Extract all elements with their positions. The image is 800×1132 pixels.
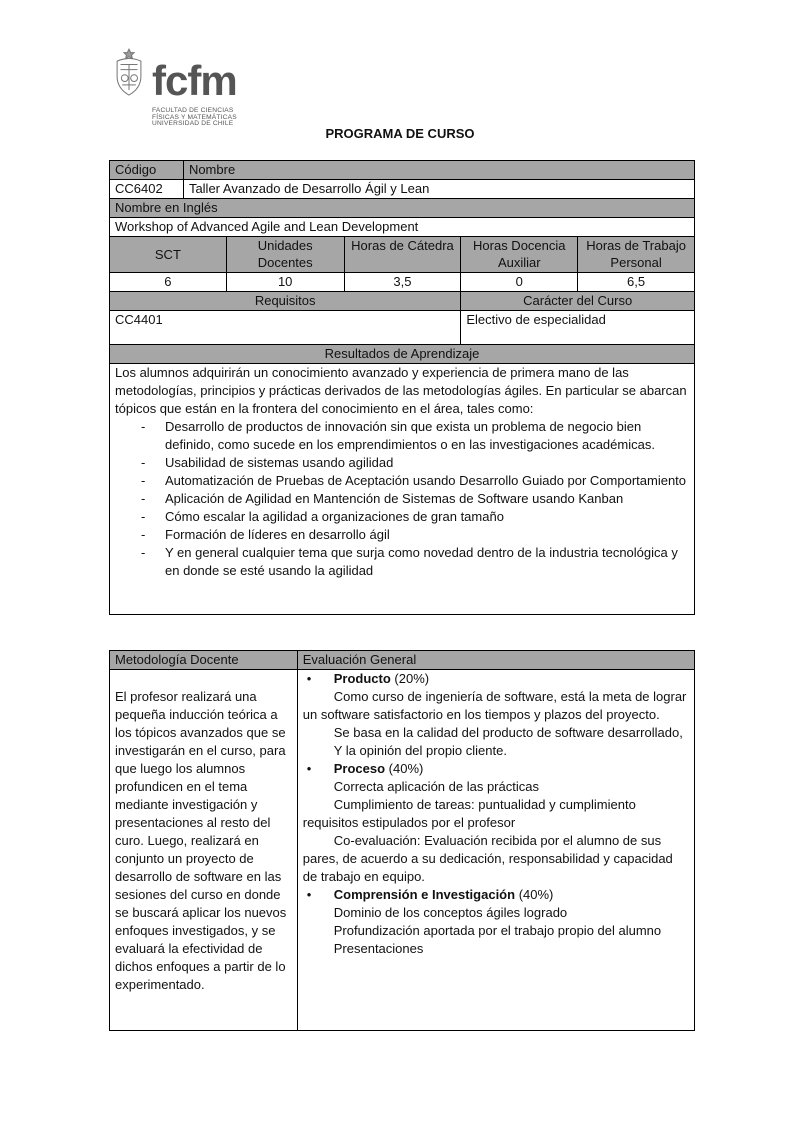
list-item: - Cómo escalar la agilidad a organizaciones de gran tamaño <box>165 508 689 526</box>
faculty-logo-subtitle: FACULTAD DE CIENCIAS FÍSICAS Y MATEMÁTICAS UNIVERSIDAD DE CHILE <box>152 107 237 128</box>
list-item: - Aplicación de Agilidad en Mantención de Sistemas de Software usando Kanban <box>165 490 689 508</box>
horas-catedra-value: 3,5 <box>344 273 461 292</box>
english-name: Workshop of Advanced Agile and Lean Development <box>110 218 695 237</box>
list-item: - Automatización de Pruebas de Aceptación usando Desarrollo Guiado por Comportamiento <box>165 472 689 490</box>
unidades-value: 10 <box>226 273 344 292</box>
producto-line-3: Y la opinión del propio cliente. <box>333 743 507 758</box>
list-item: - Desarrollo de productos de innovación sin que exista un problema de negocio bien definido, como sucede en los emprendimientos o en las investigaciones académicas. <box>165 418 689 454</box>
comprension-line-1: Dominio de los conceptos ágiles logrado <box>333 905 568 920</box>
resultados-list <box>115 418 689 580</box>
codigo-label: Código <box>110 161 184 180</box>
course-code: CC6402 <box>110 180 184 199</box>
caracter-value: Electivo de especialidad <box>461 311 695 345</box>
proceso-heading: • Proceso (40%) <box>306 761 424 776</box>
horas-catedra-header: Horas de Cátedra <box>344 237 461 273</box>
nombre-label: Nombre <box>183 161 694 180</box>
resultados-label: Resultados de Aprendizaje <box>110 345 695 364</box>
sct-header: SCT <box>110 237 227 273</box>
producto-line-2: Se basa en la calidad del producto de software desarrollado, <box>333 725 683 740</box>
requisitos-value: CC4401 <box>110 311 461 345</box>
evaluacion-label: Evaluación General <box>297 651 694 670</box>
list-item: - Usabilidad de sistemas usando agilidad <box>165 454 689 472</box>
list-item: - Y en general cualquier tema que surja como novedad dentro de la industria tecnológica y en donde se esté usando la agilidad <box>165 544 689 580</box>
comprension-line-3: Presentaciones <box>333 941 424 956</box>
horas-personal-value: 6,5 <box>578 273 695 292</box>
proceso-line-1: Correcta aplicación de las prácticas <box>333 779 539 794</box>
course-name: Taller Avanzado de Desarrollo Ágil y Lean <box>183 180 694 199</box>
comprension-line-2: Profundización aportada por el trabajo propio del alumno <box>333 923 662 938</box>
proceso-line-2: Cumplimiento de tareas: puntualidad y cumplimiento requisitos estipulados por el profesor <box>302 797 636 830</box>
horas-auxiliar-header: Horas Docencia Auxiliar <box>461 237 578 273</box>
metodologia-text: El profesor realizará una pequeña inducción teórica a los tópicos avanzados que se investigarán en el curso, para que luego los alumnos profundicen en el tema mediante investigación y presentaciones al resto del curo. Luego, realizará en conjunto un proyecto de desarrollo de software en las sesiones del curso en donde se buscará aplicar los nuevos enfoques investigados, y se evaluará la efectividad de dichos enfoques a partir de lo experimentado. <box>115 689 287 992</box>
university-seal-icon <box>112 46 146 100</box>
comprension-heading: • Comprensión e Investigación (40%) <box>306 887 554 902</box>
course-info-table <box>109 160 695 615</box>
english-name-label: Nombre en Inglés <box>110 199 695 218</box>
page-title: PROGRAMA DE CURSO <box>325 126 475 141</box>
evaluacion-cell <box>297 670 694 1031</box>
sct-value: 6 <box>110 273 227 292</box>
resultados-cell <box>110 364 695 615</box>
horas-auxiliar-value: 0 <box>461 273 578 292</box>
producto-heading: • Producto (20%) <box>306 671 430 686</box>
resultados-intro: Los alumnos adquirirán un conocimiento avanzado y experiencia de primera mano de las metodologías, principios y prácticas derivados de las metodologías ágiles. En particular se abarcan tópicos que están en la frontera del conocimiento en el área, tales como: <box>115 365 687 416</box>
metodologia-cell <box>110 670 298 1031</box>
caracter-label: Carácter del Curso <box>461 292 695 311</box>
list-item: - Formación de líderes en desarrollo ágil <box>165 526 689 544</box>
metodologia-label: Metodología Docente <box>110 651 298 670</box>
horas-personal-header: Horas de Trabajo Personal <box>578 237 695 273</box>
proceso-line-3: Co-evaluación: Evaluación recibida por el alumno de sus pares, de acuerdo a su dedicación, responsabilidad y capacidad de trabajo en equipo. <box>302 833 673 884</box>
methodology-evaluation-table <box>109 650 695 1031</box>
faculty-logo-text: fcfm <box>152 57 237 104</box>
unidades-header: Unidades Docentes <box>226 237 344 273</box>
producto-line-1: Como curso de ingeniería de software, está la meta de lograr un software satisfactorio en los tiempos y plazos del proyecto. <box>302 689 687 722</box>
requisitos-label: Requisitos <box>110 292 461 311</box>
